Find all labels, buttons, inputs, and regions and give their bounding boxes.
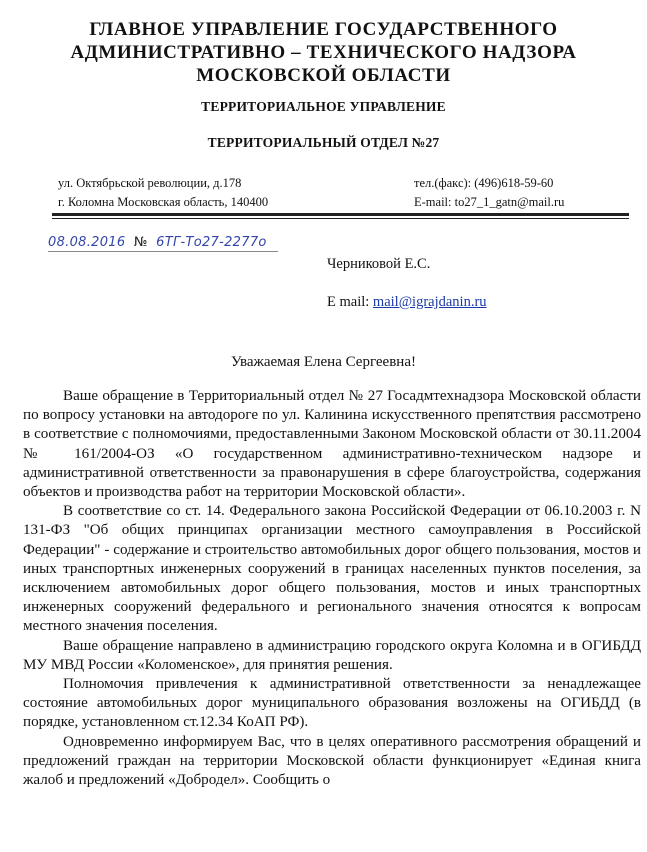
reference-date: 08.08.2016 — [48, 235, 126, 250]
division-subtitle: ТЕРРИТОРИАЛЬНЫЙ ОТДЕЛ №27 — [207, 135, 440, 150]
reference-number: 6ТГ-То27-2277о — [156, 235, 267, 250]
header-rule-thick — [52, 213, 629, 216]
agency-title-line-2: АДМИНИСТРАТИВНО – ТЕХНИЧЕСКОГО НАДЗОРА — [70, 42, 577, 63]
address-street: ул. Октябрьской революции, д.178 — [58, 176, 242, 190]
agency-title-line-3: МОСКОВСКОЙ ОБЛАСТИ — [196, 65, 451, 86]
recipient-email-label: E mail: — [327, 294, 373, 310]
phone-fax: тел.(факс): (496)618-59-60 — [414, 176, 554, 190]
recipient-email-link[interactable]: mail@igrajdanin.ru — [372, 294, 487, 310]
greeting: Уважаемая Елена Сергеевна! — [231, 354, 416, 370]
body-paragraph-1: Ваше обращение в Территориальный отдел № 27 Госадмтехнадзора Московской области по вопросу установки на автодороге по ул. Калинина искусственного препятствия рассмотрено в соответствие с полномочиями, предоставленными Законом Московской области от 30.11.2004 № 161/2004-ОЗ «О государственном административно-техническом надзоре и административной ответственности за правонарушения в сфере благоустройства, содержания объектов и производства работ на территории Московской области». — [23, 388, 641, 501]
recipient-email-line — [327, 294, 487, 311]
body-paragraph-4: Полномочия привлечения к административной ответственности за ненадлежащее состояние автомобильных дорог муниципального образования возложены на ОГИБДД (в порядке, установленном ст.12.34 КоАП РФ). — [23, 676, 641, 731]
recipient-name: Черниковой Е.С. — [327, 256, 431, 272]
body-paragraph-3: Ваше обращение направлено в администрацию городского округа Коломна и в ОГИБДД МУ МВД России «Коломенское», для принятия решения. — [23, 637, 641, 673]
reference-underline — [48, 251, 278, 252]
body-paragraph-2: В соответствие со ст. 14. Федерального закона Российской Федерации от 06.10.2003 г. N 131-ФЗ "Об общих принципах организации местного самоуправления в Российской Федерации" - содержание и строительство автомобильных дорог общего пользования, мостов и иных транспортных инженерных сооружений в границах населенных пунктов поселения, за исключением автомобильных дорог общего пользования, мостов и иных транспортных инженерных сооружений федерального и регионального значения относятся к вопросам местного значения поселения. — [23, 503, 641, 635]
outgoing-reference — [48, 235, 267, 250]
letter-body — [23, 387, 641, 790]
agency-title-line-1: ГЛАВНОЕ УПРАВЛЕНИЕ ГОСУДАРСТВЕННОГО — [89, 19, 558, 40]
address-city: г. Коломна Московская область, 140400 — [58, 195, 269, 209]
department-subtitle: ТЕРРИТОРИАЛЬНОЕ УПРАВЛЕНИЕ — [201, 99, 446, 114]
agency-email: E-mail: to27_1_gatn@mail.ru — [414, 195, 565, 209]
body-paragraph-5: Одновременно информируем Вас, что в целях оперативного рассмотрения обращений и предложений граждан на территории Московской области функционирует «Единая книга жалоб и предложений «Добродел». Сообщить о — [23, 733, 641, 789]
reference-number-sign: № — [133, 235, 148, 250]
header-rule-thin — [52, 218, 629, 219]
